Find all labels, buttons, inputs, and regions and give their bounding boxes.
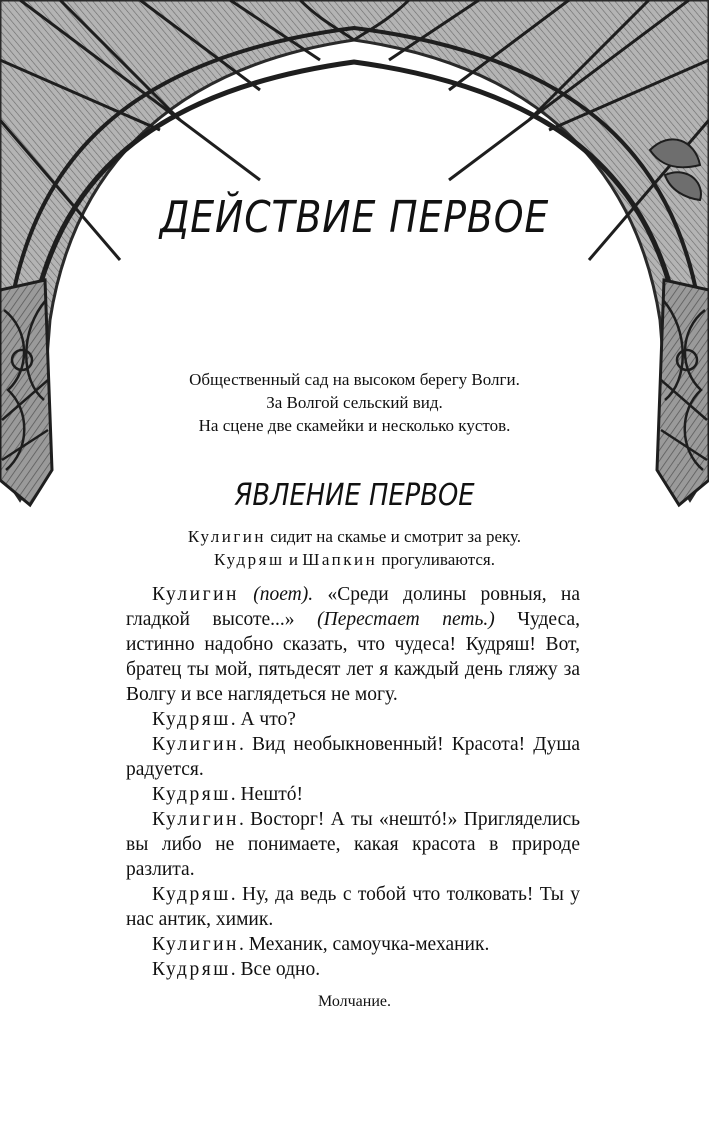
setting-description [0, 368, 709, 437]
character-name: Кулигин [187, 527, 266, 546]
dialogue-line [126, 707, 580, 732]
stage-direction-text: прогуливаются. [377, 550, 495, 569]
scene-title: ЯВЛЕНИЕ ПЕРВОЕ [234, 478, 475, 513]
speech-text: . Механик, самоучка-механик. [238, 934, 490, 955]
speech-text: . Восторг! А ты «нештó!» Пригляделись вы либо не понимаете, какая красота в природе разлита. [126, 809, 580, 880]
dialogue-line [126, 732, 580, 782]
dialogue-line [126, 932, 580, 957]
speech-text: . А что? [230, 709, 296, 730]
speaker-name: Кудряш [152, 784, 231, 805]
speaker-name: Кулигин [152, 809, 239, 830]
speech-text: . Вид необыкновенный! Красота! Душа радуется. [126, 734, 580, 780]
stage-direction [0, 525, 709, 571]
character-name: Шапкин [302, 550, 378, 569]
speaker-name: Кулигин [152, 584, 239, 605]
stage-direction-line [0, 525, 709, 548]
stage-direction-text: сидит на скамье и смотрит за реку. [265, 527, 522, 546]
dialogue-line [126, 582, 580, 707]
speech-text: . Нештó! [230, 784, 303, 805]
speech-text: . Все одно. [230, 959, 321, 980]
dialogue-line [126, 807, 580, 882]
stage-direction-line [0, 548, 709, 571]
speech-text: . Ну, да ведь с тобой что толковать! Ты у нас антик, химик. [126, 884, 580, 930]
dialogue-line [126, 782, 580, 807]
speech-text: «Среди долины ровныя, на гладкой высоте...» [126, 584, 580, 630]
stage-direction-text: и [284, 550, 303, 569]
setting-line: За Волгой сельский вид. [266, 393, 443, 412]
dialogue-line [126, 957, 580, 982]
silence-remark: Молчание. [318, 993, 391, 1010]
speech-text: Чудеса, истинно надобно сказать, что чудеса! Кудряш! Вот, братец ты мой, пятьдесят лет я каждый день гляжу за Волгу и все наглядеться не могу. [126, 609, 580, 705]
speaker-name: Кудряш [152, 884, 231, 905]
dialogue-body [126, 582, 580, 982]
speaker-name: Кудряш [152, 959, 231, 980]
setting-line: На сцене две скамейки и несколько кустов. [198, 416, 511, 435]
speaker-name: Кулигин [152, 934, 239, 955]
stage-remark: (Перестает петь.) [294, 609, 495, 630]
speaker-name: Кудряш [152, 709, 231, 730]
speaker-name: Кулигин [152, 734, 239, 755]
act-title: ДЕЙСТВИЕ ПЕРВОЕ [159, 192, 550, 243]
stage-remark: (поет). [238, 584, 314, 605]
character-name: Кудряш [214, 550, 285, 569]
setting-line: Общественный сад на высоком берегу Волги. [189, 370, 520, 389]
dialogue-line [126, 882, 580, 932]
ornamental-arch-illustration [0, 0, 709, 520]
